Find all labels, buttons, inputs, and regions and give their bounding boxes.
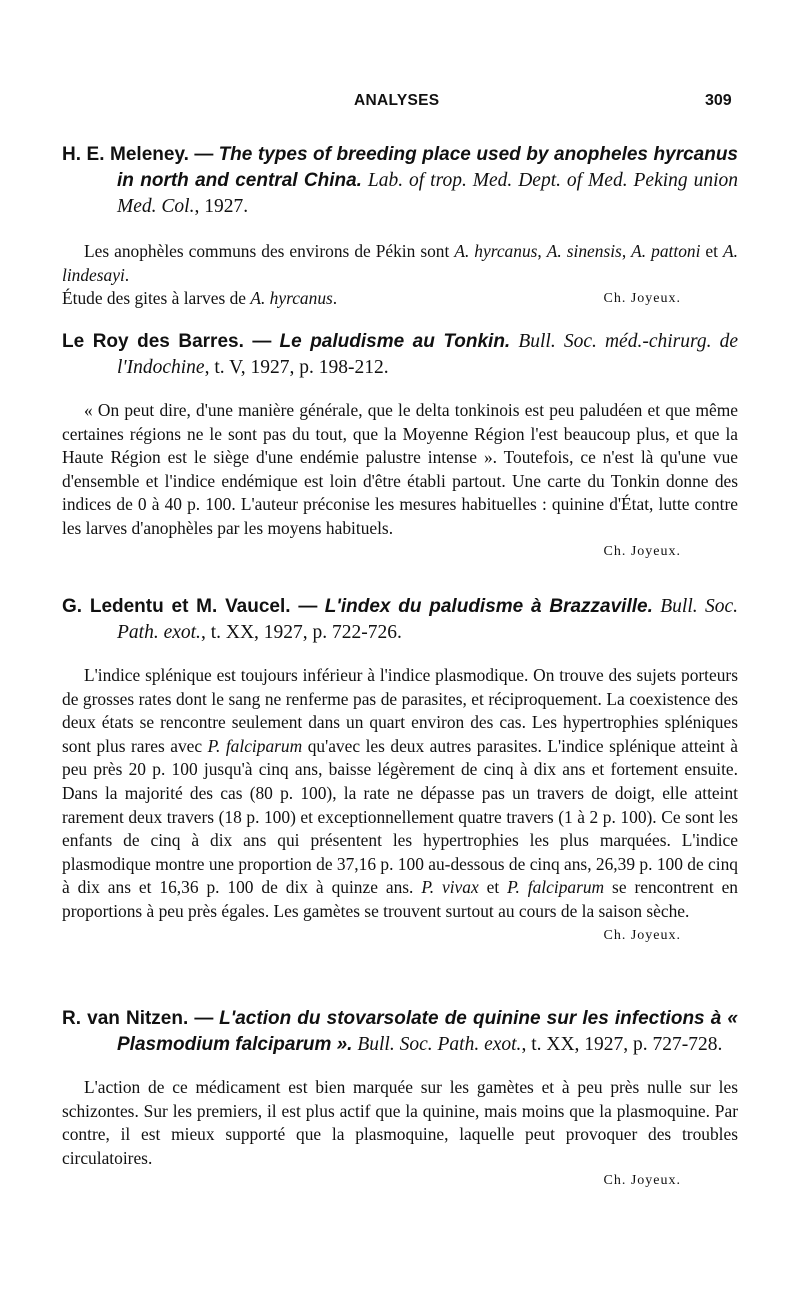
entry-signature: Ch. Joyeux. xyxy=(603,543,681,559)
abstract-text: . xyxy=(332,288,338,309)
entry-source-tail: , 1927. xyxy=(194,196,249,217)
entry-source: Bull. Soc. méd.-chirurg. de l'Indochine xyxy=(117,331,739,378)
entry-abstract xyxy=(62,664,738,943)
abstract-text: et xyxy=(705,241,718,261)
entry-title: The types of breeding place used by anopheles hyrcanus in north and central China. xyxy=(117,144,738,191)
entry-title: L'action du stovarsolate de quinine sur les infections à « Plasmodium falciparum ». xyxy=(117,1008,738,1055)
abstract-text: qu'avec les deux autres parasites. L'indice splénique atteint à peu près 20 p. 100 jusqu'à cinq ans, baisse légèrement de cinq à dix ans et fortement ensuite. Dans la majorité des cas (80 p. 100), la rate ne dépasse pas un travers de doigt, elle atteint rarement deux travers (18 p. 100) et exceptionnellement quatre travers (1 à 2 p. 100). Ce sont les enfants de cinq à dix ans qui présentent les hypertrophies les plus marquées. L'indice plasmodique montre une proportion de 37,16 p. 100 au-dessous de cinq ans, 26,39 p. 100 de cinq à dix ans et 16,36 p. 100 de dix à quinze ans. xyxy=(62,735,738,898)
entry-author: H. E. Meleney. — xyxy=(62,144,214,165)
abstract-text: Les anophèles communs des environs de Pékin sont xyxy=(84,241,450,261)
abstract-text: , xyxy=(621,241,627,261)
species-name: A. pattoni xyxy=(631,241,701,261)
running-title: ANALYSES xyxy=(354,92,440,109)
entry-source-tail: , t. XX, 1927, p. 722-726. xyxy=(200,622,402,643)
entry-heading xyxy=(62,329,738,381)
species-name: A. hyrcanus xyxy=(454,241,538,261)
running-head xyxy=(0,92,800,116)
review-entry xyxy=(62,329,738,563)
abstract-text: Étude des gites à larves de xyxy=(62,288,246,309)
entry-heading xyxy=(62,142,738,220)
entry-source-tail: , t. V, 1927, p. 198-212. xyxy=(204,357,389,378)
abstract-text: se rencontrent en proportions à peu près égales. Les gamètes se trouvent surtout au cours de la saison sèche. xyxy=(62,877,738,921)
page-number: 309 xyxy=(705,92,732,109)
abstract-text: L'indice splénique est toujours inférieur à l'indice plasmodique. On trouve des sujets porteurs de grosses rates dont le sang ne renferme pas de parasites, et réciproquement. La coexistence des deux états se rencontre seulement dans un quart environ des cas. Les hypertrophies spléniques sont plus rares avec xyxy=(62,665,738,756)
entry-signature: Ch. Joyeux. xyxy=(603,291,681,307)
species-name: A. hyrcanus xyxy=(250,288,333,309)
species-name: P. falciparum xyxy=(207,735,303,756)
entry-author: Le Roy des Barres. — xyxy=(62,331,272,352)
entry-source: Bull. Soc. Path. exot. xyxy=(357,1034,522,1055)
species-name: A. sinensis xyxy=(546,241,622,261)
entry-author: G. Ledentu et M. Vaucel. — xyxy=(62,596,318,617)
review-entry xyxy=(62,142,738,311)
abstract-text: , xyxy=(537,241,542,261)
entry-author: R. van Nitzen. — xyxy=(62,1008,214,1029)
entry-abstract: « On peut dire, d'une manière générale, que le delta tonkinois est peu paludéen et que même certaines régions ne le sont pas du tout, que la Moyenne Région l'est beaucoup plus, et que la Haute Région est le siège d'une endémie palustre intense ». Toutefois, ce n'est là qu'une vue d'ensemble et l'indice endémique est loin d'être établi partout. Une carte du Tonkin donne des indices de 0 à 40 p. 100. L'auteur préconise les mesures habituelles : quinine d'État, lutte contre les larves d'anophèles par les moyens habituels. xyxy=(62,400,738,538)
review-entry xyxy=(62,1006,738,1192)
review-entry xyxy=(62,594,738,947)
species-name: A. lindesayi xyxy=(62,241,738,285)
entry-title: L'index du paludisme à Brazzaville. xyxy=(324,596,653,617)
species-name: P. vivax xyxy=(421,877,479,898)
species-name: P. falciparum xyxy=(507,877,605,898)
entry-signature: Ch. Joyeux. xyxy=(603,927,681,943)
entry-source-tail: , t. XX, 1927, p. 727-728. xyxy=(521,1034,723,1055)
entry-abstract xyxy=(62,240,738,311)
entry-heading xyxy=(62,1006,738,1058)
abstract-text: . xyxy=(124,264,130,285)
abstract-text: et xyxy=(486,877,500,898)
entry-source: Bull. Soc. Path. exot. xyxy=(117,596,739,643)
entry-heading xyxy=(62,594,738,646)
entry-abstract: L'action de ce médicament est bien marquée sur les gamètes et à peu près nulle sur les schizontes. Sur les premiers, il est plus actif que la quinine, mais moins que la plasmoquine. Par contre, il est mieux supporté que la plasmoquine, laquelle peut provoquer des troubles circulatoires. xyxy=(62,1077,738,1168)
entry-title: Le paludisme au Tonkin. xyxy=(279,331,511,352)
entry-source: Lab. of trop. Med. Dept. of Med. Peking union Med. Col. xyxy=(117,170,738,217)
entry-signature: Ch. Joyeux. xyxy=(603,1173,681,1189)
